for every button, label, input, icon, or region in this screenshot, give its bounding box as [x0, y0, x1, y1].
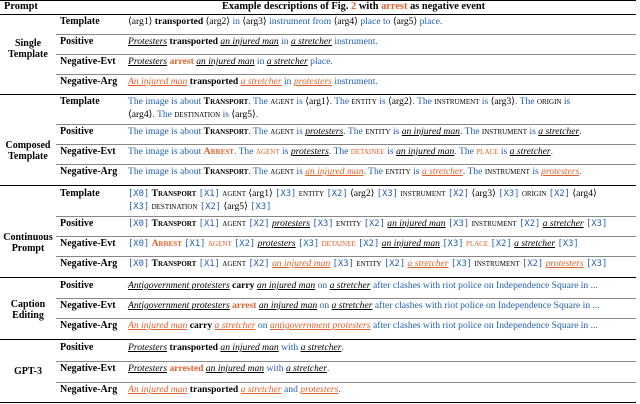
table-cell-text: agent	[222, 258, 246, 269]
table-cell-text: protesters	[305, 126, 344, 137]
table-cell-text: in	[284, 76, 292, 87]
table-cell-text: ⟨arg3⟩	[471, 188, 496, 199]
table-cell-text: .	[550, 146, 554, 157]
table-cell-text: [X3]	[586, 219, 608, 229]
table-cell-text: An injured man	[128, 384, 188, 395]
table-cell-text: is	[500, 146, 508, 157]
table-cell-text: a stretcher	[509, 146, 551, 157]
table-cell-text: and	[284, 384, 298, 395]
table-cell-text: . The	[248, 126, 271, 137]
table-cell-text: [X2]	[447, 189, 470, 199]
table-cell-text: entity	[336, 218, 362, 229]
table-cell-text: instrument.	[334, 36, 378, 47]
table-cell-text: ⟨arg4⟩	[128, 108, 153, 120]
table-cell-text: . The	[233, 146, 256, 157]
table-cell-text: agent	[222, 218, 246, 229]
table-cell-text: ⟨arg1⟩	[305, 96, 330, 107]
table-cell-text: ⟨arg5⟩	[392, 16, 418, 27]
table-cell-text: is	[529, 126, 536, 137]
table-cell-text: arrest	[169, 56, 194, 67]
table-cell-text: arrest	[232, 300, 257, 311]
table-cell-text: . The	[515, 96, 537, 107]
table-cell-text: an injured man	[271, 258, 331, 269]
table-cell-text: . The	[363, 166, 386, 177]
table-cell-text: Negative-Arg	[60, 320, 118, 331]
table-cell-text: a stretcher	[290, 36, 332, 47]
table-cell-text: Example descriptions of Fig.	[222, 1, 349, 12]
table-cell-text: protesters	[271, 218, 311, 229]
table-cell-text: in	[256, 56, 265, 67]
table-cell-text: place.	[419, 16, 443, 27]
table-cell-text: Negative-Evt	[60, 238, 116, 249]
table-cell-text: [X2]	[248, 219, 270, 229]
table-cell-text: a stretcher	[300, 342, 342, 353]
table-cell-text: as negative event	[410, 1, 486, 12]
table-cell-text: instrument	[471, 218, 517, 229]
table-cell-text: Negative-Arg	[60, 384, 118, 395]
table-cell-text: instrument	[481, 126, 528, 137]
table-cell-text: Arrest	[203, 146, 234, 157]
table-cell-text: detainee	[321, 238, 356, 249]
table-cell-text: in	[281, 36, 289, 47]
table-cell-text: is	[296, 166, 303, 177]
table-cell-text: is	[296, 96, 303, 107]
table-cell-text: an injured man	[220, 342, 279, 353]
header-prompt: Prompt	[4, 1, 38, 12]
table-cell-text: Template	[60, 96, 100, 107]
table-cell-text: .	[579, 126, 582, 137]
table-cell-text: is	[563, 96, 571, 107]
table-cell-text: ⟨arg2⟩	[388, 96, 413, 107]
table-cell-text: [X0]	[128, 219, 150, 229]
table-cell-text: transported	[154, 16, 204, 27]
table-cell-text: carry	[189, 320, 213, 331]
table-cell-text: [X3]	[128, 201, 150, 212]
table-cell-text: [X2]	[522, 259, 544, 269]
table-cell-text: [X2]	[358, 239, 380, 249]
table-cell-text: protesters	[293, 76, 332, 87]
table-cell-text: a stretcher	[329, 280, 371, 291]
table-cell-text: [X3]	[250, 201, 272, 212]
table-cell-text: [X1]	[198, 189, 220, 199]
table-cell-text: . The	[343, 126, 366, 137]
table-cell-text: place.	[310, 56, 333, 67]
table-cell-text: arrested	[169, 363, 204, 374]
table-cell-text: with	[358, 1, 379, 12]
rule-header	[0, 14, 636, 15]
table-cell-text: .	[255, 108, 259, 120]
table-cell-text: Protesters	[128, 56, 168, 67]
group-gpt3: GPT-3	[14, 366, 42, 377]
table-cell-text: [X3]	[557, 239, 579, 249]
table-cell-text: Negative-Evt	[60, 363, 116, 374]
table-cell-text: ⟨arg2⟩	[350, 188, 375, 199]
table-cell-text: a stretcher	[514, 238, 556, 249]
table-cell-text: [X2]	[234, 239, 256, 249]
table-cell-text: an injured man	[220, 36, 279, 47]
table-cell-text: protesters	[545, 258, 584, 269]
table-cell-text: Template	[60, 188, 100, 199]
table-cell-text: [X2]	[363, 219, 385, 229]
table-cell-text: entity	[385, 166, 411, 177]
table-cell-text: an injured man	[387, 218, 446, 229]
table-cell-text: entity	[356, 258, 382, 269]
table-cell-text: agent	[270, 126, 294, 137]
table-cell-text: Arrest	[151, 238, 182, 249]
table-cell-text: place to	[360, 16, 391, 27]
table-cell-text: [X2]	[548, 189, 570, 199]
table-cell-text: [X2]	[199, 201, 222, 212]
table-cell-text: The image is about	[128, 166, 202, 177]
table-cell-text: is	[387, 146, 394, 157]
table-cell-text: [X0]	[128, 239, 150, 249]
table-cell-text: a stretcher	[214, 320, 256, 331]
table-cell-text: ⟨arg1⟩	[248, 188, 273, 199]
table-cell-text: Negative-Evt	[60, 300, 116, 311]
table-cell-text: origin	[536, 96, 562, 107]
table-cell-text: agent	[222, 188, 246, 199]
table-cell-text: [X0]	[128, 259, 150, 269]
table-cell-text: an injured man	[401, 126, 460, 137]
table-cell-text: [X3]	[376, 189, 398, 199]
table-cell-text: ⟨arg4⟩	[572, 188, 597, 199]
table-cell-text: [X2]	[490, 239, 512, 249]
table-cell-text: instrument	[400, 188, 446, 199]
table-cell-text: . The	[248, 166, 271, 177]
table-cell-text: instrument	[484, 166, 530, 177]
table-cell-text: . The	[454, 146, 477, 157]
table-cell-text: arrest	[381, 1, 408, 12]
table-cell-text: Protesters	[128, 36, 168, 47]
table-cell-text: Transport	[203, 126, 249, 137]
table-cell-text: . The	[462, 166, 485, 177]
table-cell-text: The image is about	[128, 96, 202, 107]
table-cell-text: after clashes with riot police on Independence Square in ...	[374, 300, 600, 311]
table-cell-text: [X3]	[450, 259, 473, 269]
table-cell-text: . The	[412, 96, 435, 107]
table-cell-text: Negative-Evt	[60, 146, 116, 157]
table-cell-text: [X3]	[332, 259, 354, 269]
table-cell-text: Transport	[151, 218, 197, 229]
table-cell-text: an injured man	[256, 280, 316, 291]
table-cell-text: The image is about	[128, 146, 202, 157]
table-cell-text: an injured man	[381, 238, 440, 249]
table-cell-text: destination	[174, 108, 221, 120]
table-cell-text: Transport	[151, 258, 197, 269]
table-cell-text: is	[413, 166, 420, 177]
table-cell-text: entity	[365, 126, 391, 137]
table-cell-text: Negative-Arg	[60, 166, 118, 177]
table-cell-text: Antigovernment protesters	[128, 280, 230, 291]
table-cell-text: Antigovernment protesters	[128, 300, 230, 311]
table-cell-text: [X2]	[248, 259, 270, 269]
table-cell-text: An injured man	[128, 320, 188, 331]
table-cell-text: Positive	[60, 342, 94, 353]
table-cell-text: . The	[459, 126, 482, 137]
table-cell-text: Negative-Arg	[60, 76, 118, 87]
table-cell-text: . The	[329, 96, 352, 107]
table-cell-text: a stretcher	[331, 300, 373, 311]
table-cell-text: origin	[521, 188, 547, 199]
table-cell-text: [X3]	[298, 239, 320, 249]
table-cell-text: [X3]	[586, 259, 608, 269]
table-cell-text: is	[532, 166, 539, 177]
table-cell-text: on	[317, 280, 328, 291]
table-cell-text: instrument.	[334, 76, 378, 87]
table-cell-text: agent	[207, 238, 232, 249]
table-cell-text: Protesters	[128, 363, 168, 374]
table-cell-text: with	[281, 342, 299, 353]
table-cell-text: after clashes with riot police on Independence Square in ...	[372, 320, 598, 331]
table-cell-text: a stretcher	[407, 258, 449, 269]
table-cell-text: is	[379, 96, 386, 107]
table-cell-text: transported	[189, 76, 239, 87]
table-cell-text: on	[319, 300, 330, 311]
table-cell-text: a stretcher	[538, 126, 580, 137]
table-cell-text: ⟨arg5⟩	[231, 108, 256, 120]
group-composed-template: Composed Template	[5, 140, 51, 162]
table-cell-text: entity	[351, 96, 377, 107]
table-cell-text: .	[338, 384, 341, 395]
table-cell-text: an injured man	[196, 56, 255, 67]
header-title	[222, 1, 640, 14]
table-cell-text: [X2]	[326, 189, 348, 199]
table-cell-text: [X1]	[198, 259, 220, 269]
table-cell-text: a stretcher	[266, 56, 308, 67]
table-cell-text: The image is about	[128, 126, 202, 137]
table-cell-text: ⟨arg4⟩	[333, 16, 358, 27]
table-cell-text: destination	[151, 200, 198, 212]
table-cell-text: An injured man	[128, 76, 188, 87]
table-cell-text: protesters	[257, 238, 296, 249]
table-cell-text: .	[341, 342, 344, 353]
table-cell-text: antigovernment protesters	[269, 320, 371, 331]
table-cell-text: is	[282, 146, 289, 157]
table-cell-text: an injured man	[305, 166, 364, 177]
table-cell-text: agent	[270, 166, 294, 177]
table-cell-text: [X3]	[498, 189, 520, 199]
table-cell-text: a stretcher	[421, 166, 463, 177]
table-cell-text: 2	[351, 1, 357, 12]
rule-bottom	[0, 402, 636, 403]
table-cell-text: [X0]	[128, 189, 150, 199]
table-cell-text: agent	[270, 96, 294, 107]
table-cell-text: [X3]	[442, 239, 464, 249]
group-single-template: Single Template	[8, 38, 48, 60]
table-cell-text: [X2]	[519, 219, 541, 229]
table-cell-text: is	[392, 126, 400, 137]
table-cell-text: entity	[298, 188, 325, 199]
table-cell-text: Negative-Arg	[60, 258, 118, 269]
table-cell-text: protesters	[541, 166, 580, 177]
table-cell-text: Template	[60, 16, 100, 27]
table-cell-text: ⟨arg3⟩	[242, 16, 267, 27]
table-cell-text: detainee	[350, 146, 385, 157]
table-cell-text: is	[222, 108, 229, 120]
table-cell-text: an injured man	[258, 300, 318, 311]
table-cell-text: Transport	[151, 188, 197, 199]
table-cell-text: protesters	[300, 384, 339, 395]
table-cell-text: Positive	[60, 280, 94, 291]
table-cell-text: ⟨arg2⟩	[205, 16, 231, 27]
table-cell-text: transported	[169, 342, 218, 353]
table-cell-text: on	[257, 320, 268, 331]
table-cell-text: . The	[152, 108, 175, 120]
table-cell-text: [X1]	[198, 219, 220, 229]
table-cell-text: Protesters	[128, 342, 168, 353]
group-continuous-prompt: Continuous Prompt	[3, 232, 53, 254]
table-cell-text: [X1]	[184, 239, 206, 249]
group-caption-editing: Caption Editing	[10, 299, 46, 321]
table-cell-text: Transport	[203, 166, 249, 177]
table-cell-text: a stretcher	[240, 76, 282, 87]
table-cell-text: Positive	[60, 36, 94, 47]
table-cell-text: transported	[189, 384, 239, 395]
table-cell-text: instrument	[474, 258, 520, 269]
table-cell-text: in	[232, 16, 240, 27]
table-cell-text: transported	[169, 36, 218, 47]
table-cell-text: a stretcher	[285, 363, 327, 374]
table-cell-text: an injured man	[205, 363, 265, 374]
table-cell-text: [X3]	[275, 189, 297, 199]
table-cell-text: Positive	[60, 126, 94, 137]
table-cell-text: ⟨arg1⟩	[128, 16, 153, 27]
table-cell-text: a stretcher	[542, 218, 584, 229]
table-cell-text: [X3]	[447, 219, 470, 229]
table-cell-text: .	[579, 166, 582, 177]
table-cell-text: Positive	[60, 218, 94, 229]
table-cell-text: Negative-Evt	[60, 56, 116, 67]
table-cell-text: instrument from	[269, 16, 332, 27]
table-cell-text: ⟨arg3⟩	[490, 96, 516, 107]
table-cell-text: . The	[248, 96, 271, 107]
table-cell-text: is	[481, 96, 489, 107]
table-cell-text: . The	[328, 146, 351, 157]
table-cell-text: [X3]	[312, 219, 334, 229]
table-cell-text: agent	[255, 146, 280, 157]
table-cell-text: protesters	[290, 146, 329, 157]
table-cell-text: [X2]	[383, 259, 406, 269]
table-cell-text: an injured man	[396, 146, 455, 157]
table-cell-text: .	[326, 363, 330, 374]
table-cell-text: ⟨arg5⟩	[223, 200, 248, 212]
header-row	[0, 1, 636, 14]
table-cell-text: after clashes with riot police on Independence Square in ...	[372, 280, 598, 291]
table-cell-text: instrument	[434, 96, 480, 107]
table-cell-text: with	[266, 363, 284, 374]
table-cell-text: place	[476, 146, 499, 157]
table-cell-text: carry	[232, 280, 255, 291]
table-cell-text: place	[465, 238, 489, 249]
table-cell-text: a stretcher	[240, 384, 282, 395]
table-cell-text: Transport	[203, 96, 249, 107]
table-cell-text: is	[296, 126, 303, 137]
